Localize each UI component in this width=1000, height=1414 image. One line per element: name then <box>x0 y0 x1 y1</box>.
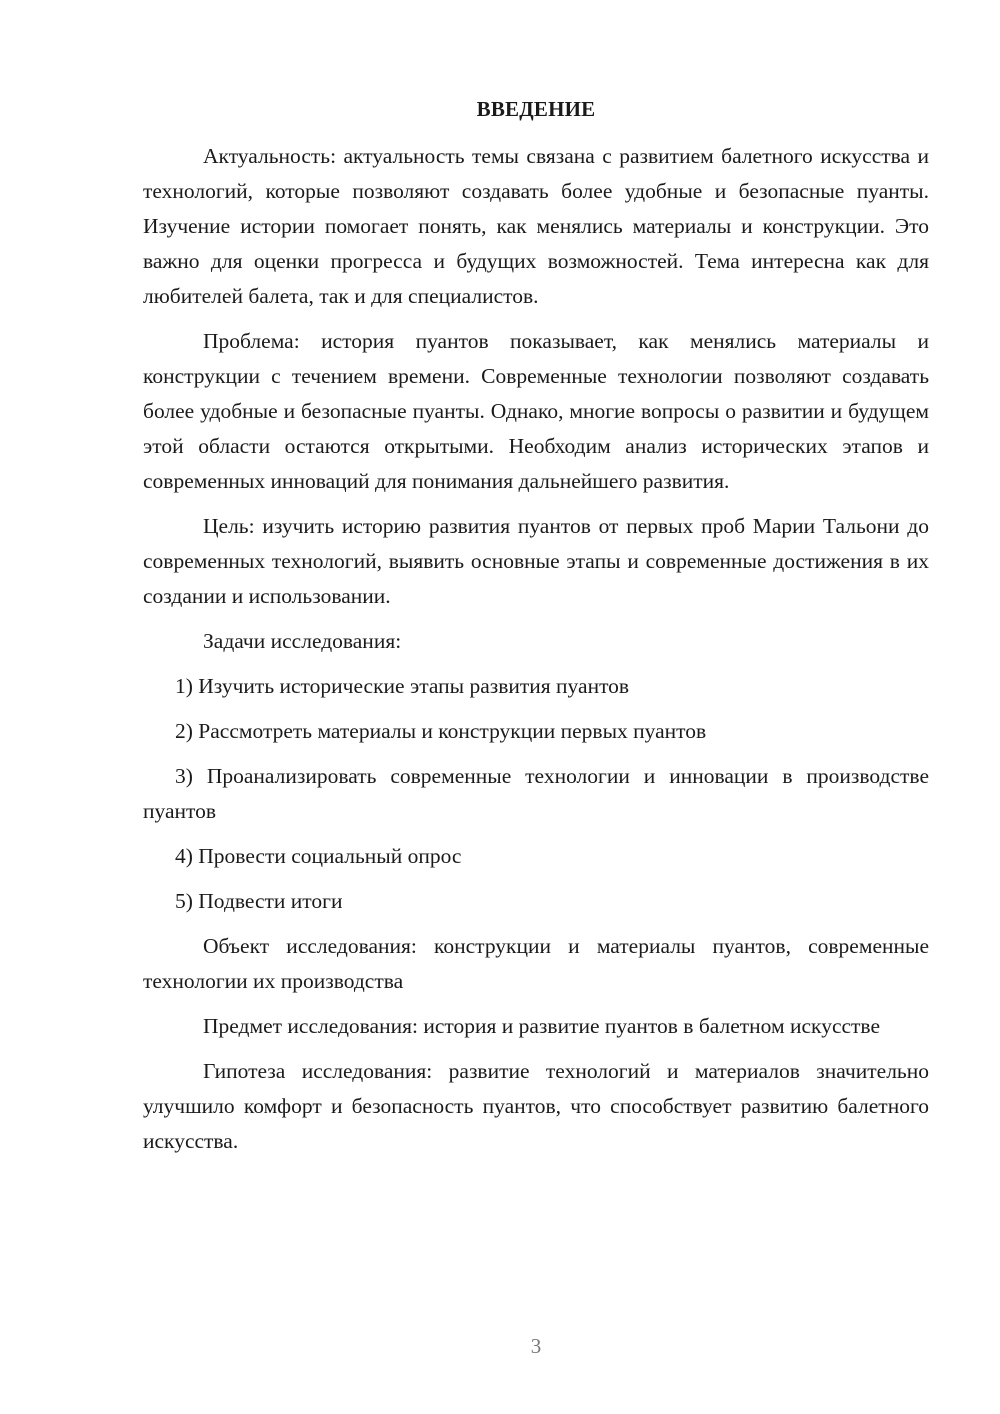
list-item: 3) Проанализировать современные технологии и инновации в производстве пуантов <box>143 764 929 823</box>
page-title: ВВЕДЕНИЕ <box>476 97 596 121</box>
list-item: 1) Изучить исторические этапы развития пуантов <box>175 674 630 698</box>
paragraph-hypothesis: Гипотеза исследования: развитие технологий и материалов значительно улучшило комфорт и безопасность пуантов, что способствует развитию балетного искусства. <box>143 1059 929 1153</box>
paragraph-subject: Предмет исследования: история и развитие пуантов в балетном искусстве <box>203 1014 880 1038</box>
list-item: 4) Провести социальный опрос <box>175 844 462 868</box>
tasks-heading: Задачи исследования: <box>203 629 402 653</box>
paragraph-relevance: Актуальность: актуальность темы связана с развитием балетного искусства и технологий, которые позволяют создавать более удобные и безопасные пуанты. Изучение истории помогает понять, как менялись материалы и конструкции. Это важно для оценки прогресса и будущих возможностей. Тема интересна как для любителей балета, так и для специалистов. <box>143 144 929 308</box>
document-page <box>143 92 929 1159</box>
list-item: 2) Рассмотреть материалы и конструкции первых пуантов <box>175 719 707 743</box>
paragraph-problem: Проблема: история пуантов показывает, как менялись материалы и конструкции с течением времени. Современные технологии позволяют создавать более удобные и безопасные пуанты. Однако, многие вопросы о развитии и будущем этой области остаются открытыми. Необходим анализ исторических этапов и современных инноваций для понимания дальнейшего развития. <box>143 329 929 493</box>
list-item: 5) Подвести итоги <box>175 889 343 913</box>
paragraph-object: Объект исследования: конструкции и материалы пуантов, современные технологии их производства <box>143 934 929 993</box>
paragraph-goal: Цель: изучить историю развития пуантов от первых проб Марии Тальони до современных технологий, выявить основные этапы и современные достижения в их создании и использовании. <box>143 514 929 608</box>
page-number: 3 <box>530 1334 542 1358</box>
